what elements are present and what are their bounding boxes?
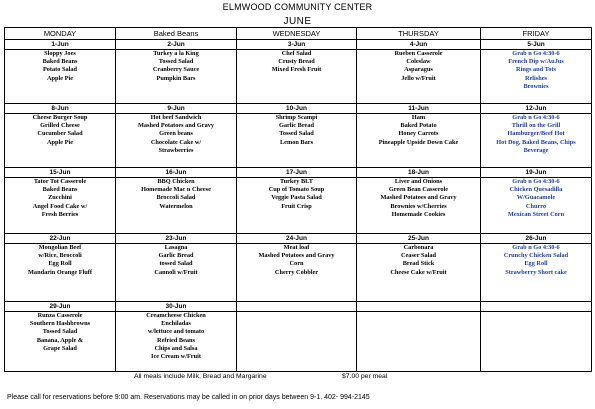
day-cell [237, 234, 357, 302]
menu-item: Green Bean Casserole [388, 186, 449, 194]
menu-item: Relishes [524, 74, 548, 82]
menu-item: w/Rice, Broccoli [38, 252, 82, 260]
menu-item: Watermelon [159, 202, 193, 210]
menu-item: Mandarin Orange Fluff [27, 268, 93, 276]
day-date: 19-Jun [481, 168, 591, 178]
menu-item: Cheese Burger Soup [32, 114, 88, 121]
menu-item: Shrimp Scampi [275, 114, 318, 121]
day-date: 22-Jun [5, 234, 115, 244]
menu-item: Garlic Bread [158, 252, 194, 260]
menu-item: Tossed Salad [279, 130, 314, 138]
menu-item: Tator Tot Casserole [33, 178, 87, 185]
menu-item: Baked Beans [42, 186, 78, 194]
day-cell [5, 302, 116, 372]
day-date: 16-Jun [116, 168, 236, 178]
menu-item: French Dip w/AuJus [508, 58, 564, 66]
menu-item: Broccoli Salad [156, 194, 196, 202]
week-row [5, 302, 592, 372]
menu-item: Egg Roll [48, 260, 72, 268]
day-date: 29-Jun [5, 302, 115, 312]
menu-item: Crusty Bread [278, 58, 315, 66]
column-header: THURSDAY [357, 28, 481, 40]
weekday-header-row [5, 28, 592, 40]
meal-price: $7.00 per meal [342, 373, 388, 380]
menu-item: Mashed Potatoes and Gravy [258, 252, 335, 260]
menu-item: Cheese Cake w/Fruit [390, 268, 447, 276]
menu-item: Bread Stick [402, 260, 435, 268]
menu-item: Ceaser Salad [400, 252, 437, 260]
menu-item: Rings and Tots [516, 66, 556, 74]
menu-item: Lasagna [164, 244, 188, 251]
menu-item: Cup of Tomato Soup [268, 186, 325, 194]
week-row [5, 234, 592, 302]
menu-item: Homemade Mac n Cheese [141, 186, 211, 194]
day-cell [481, 104, 592, 168]
day-date: 3-Jun [237, 40, 356, 50]
day-cell [237, 302, 357, 372]
day-date: 24-Jun [237, 234, 356, 244]
menu-item: Turkey a la King [153, 50, 199, 57]
menu-calendar-table [4, 27, 592, 372]
menu-item: Fruit Crisp [281, 202, 312, 210]
menu-item: Mashed Potatoes and Gravy [380, 194, 457, 202]
menu-item: Banana, Apple & [36, 336, 84, 344]
menu-item: Fresh Berries [41, 210, 79, 218]
menu-item: Brownies w/Cherries [390, 202, 447, 210]
day-date [357, 302, 480, 312]
menu-item: Ham [411, 114, 426, 121]
menu-item: Churro [525, 202, 547, 210]
menu-item: Coleslaw [406, 58, 431, 66]
menu-item: Chicken Quesadilla [509, 186, 563, 194]
menu-item: Cherry Cobbler [274, 268, 319, 276]
menu-item: Lemon Bars [279, 138, 314, 146]
day-cell [116, 40, 237, 104]
menu-item: Hot Dog, Baked Beans, Chips [496, 138, 576, 146]
menu-item: Garlic Bread [278, 122, 315, 130]
menu-item: BBQ Chicken [157, 178, 195, 185]
menu-item: Cannoli w/Fruit [154, 268, 198, 276]
menu-item: Tossed Salad [42, 328, 78, 336]
menu-item: Mexican Street Corn [507, 210, 565, 218]
day-cell [357, 40, 481, 104]
menu-item: Strawberry Short cake [505, 268, 567, 276]
day-cell [357, 302, 481, 372]
menu-item: tossed Salad [159, 260, 193, 268]
menu-item: Asparagus [404, 66, 433, 74]
menu-item: Baked Potato [400, 122, 437, 130]
day-date: 9-Jun [116, 104, 236, 114]
menu-item: Turkey BLT [280, 178, 313, 185]
menu-item: Cranberry Sauce [152, 66, 200, 74]
menu-item: Meat loaf [283, 244, 310, 251]
month-title: JUNE [283, 16, 312, 27]
menu-item: Apple Pie [46, 74, 74, 82]
menu-item: Corn [289, 260, 304, 268]
menu-item: Hot beef Sandwich [150, 114, 202, 121]
menu-item: Strawberries [158, 146, 194, 154]
menu-item: Ice Cream w/Fruit [151, 353, 201, 361]
day-cell [116, 302, 237, 372]
day-cell [5, 168, 116, 234]
menu-item: Baked Beans [42, 58, 78, 66]
week-row [5, 104, 592, 168]
menu-item: Carbonara [403, 244, 434, 251]
column-header: Baked Beans [116, 28, 237, 40]
menu-item: Brownies [523, 82, 549, 90]
day-date: 18-Jun [357, 168, 480, 178]
day-cell [481, 302, 592, 372]
day-date: 8-Jun [5, 104, 115, 114]
day-cell [357, 104, 481, 168]
menu-item: Chef Salad [281, 50, 312, 57]
day-date: 1-Jun [5, 40, 115, 50]
menu-item: W/Guacamole [516, 194, 556, 202]
menu-item: Beverage [523, 146, 549, 154]
reservation-note: Please call for reservations before 9:00 am. Reservations may be called in on prior days between 9-1. 402- 994-2145 [7, 394, 370, 401]
menu-item: Green beans [159, 130, 193, 138]
menu-item: w/lettuce and tomato [147, 328, 205, 336]
day-date: 25-Jun [357, 234, 480, 244]
menu-item: Enchiladas [161, 320, 191, 328]
menu-item: Egg Roll [524, 260, 548, 268]
menu-item: Angel Food Cake w/ [32, 202, 88, 210]
day-cell [5, 104, 116, 168]
day-date: 2-Jun [116, 40, 236, 50]
day-cell [357, 168, 481, 234]
menu-item: Chocolate Cake w/ [150, 138, 202, 146]
day-cell [116, 104, 237, 168]
menu-item: Grab n Go 4:30-6 [512, 178, 560, 185]
day-date [237, 302, 356, 312]
menu-item: Thrill on the Grill [511, 122, 561, 130]
menu-item: Veggie Pasta Salad [271, 194, 322, 202]
menu-item: Mashed Potatoes and Gravy [137, 122, 215, 130]
day-date [481, 302, 591, 312]
menu-item: Hamburger/Beef Hot [507, 130, 565, 138]
day-date: 10-Jun [237, 104, 356, 114]
menu-item: Chips and Salsa [154, 344, 198, 352]
menu-item: Grape Salad [43, 344, 77, 352]
menu-item: Homemade Cookies [391, 210, 446, 218]
day-cell [237, 104, 357, 168]
menu-item: Creamcheese Chicken [146, 312, 206, 319]
day-date: 5-Jun [481, 40, 591, 50]
day-cell [116, 234, 237, 302]
column-header: WEDNESDAY [237, 28, 357, 40]
meal-includes-note: All meals include Milk, Bread and Margarine [134, 373, 267, 380]
day-date: 4-Jun [357, 40, 480, 50]
day-cell [5, 40, 116, 104]
day-cell [481, 40, 592, 104]
menu-item: Crunchy Chicken Salad [503, 252, 569, 260]
day-date: 11-Jun [357, 104, 480, 114]
day-date: 30-Jun [116, 302, 236, 312]
day-cell [481, 234, 592, 302]
day-cell [481, 168, 592, 234]
day-cell [237, 168, 357, 234]
day-date: 17-Jun [237, 168, 356, 178]
menu-item: Pineapple Upside Down Cake [378, 138, 459, 146]
menu-item: Refried Beans [157, 336, 195, 344]
menu-item: Jello w/Fruit [401, 74, 436, 82]
menu-item: Apple Pie [46, 138, 74, 146]
column-header: MONDAY [5, 28, 116, 40]
menu-item: Mixed Fresh Fruit [271, 66, 322, 74]
menu-item: Cucumber Salad [37, 130, 83, 138]
organization-title: ELMWOOD COMMUNITY CENTER [222, 2, 373, 12]
menu-item: Pumpkin Bars [156, 74, 196, 82]
day-cell [5, 234, 116, 302]
day-date: 12-Jun [481, 104, 591, 114]
week-row [5, 168, 592, 234]
day-date: 23-Jun [116, 234, 236, 244]
menu-item: Zucchini [48, 194, 72, 202]
menu-item: Tossed Salad [158, 58, 194, 66]
menu-item: Grab n Go 4:30-6 [512, 114, 560, 121]
menu-item: Potato Salad [42, 66, 78, 74]
menu-item: Runza Casserole [37, 312, 83, 319]
menu-item: Grilled Cheese [40, 122, 80, 130]
menu-item: Grab n Go 4:30-6 [512, 50, 560, 57]
menu-item: Honey Carrots [398, 130, 439, 138]
menu-item: Mongolian Beef [38, 244, 82, 251]
menu-item: Grab n Go 4:30-6 [512, 244, 560, 251]
menu-item: Rueben Casserole [394, 50, 443, 57]
day-cell [357, 234, 481, 302]
menu-item: Southern Hashbrowns [29, 320, 91, 328]
menu-item: Liver and Onions [394, 178, 443, 185]
day-cell [116, 168, 237, 234]
week-row [5, 40, 592, 104]
day-cell [237, 40, 357, 104]
column-header: FRIDAY [481, 28, 592, 40]
day-date: 15-Jun [5, 168, 115, 178]
menu-item: Sloppy Joes [44, 50, 76, 57]
day-date: 26-Jun [481, 234, 591, 244]
